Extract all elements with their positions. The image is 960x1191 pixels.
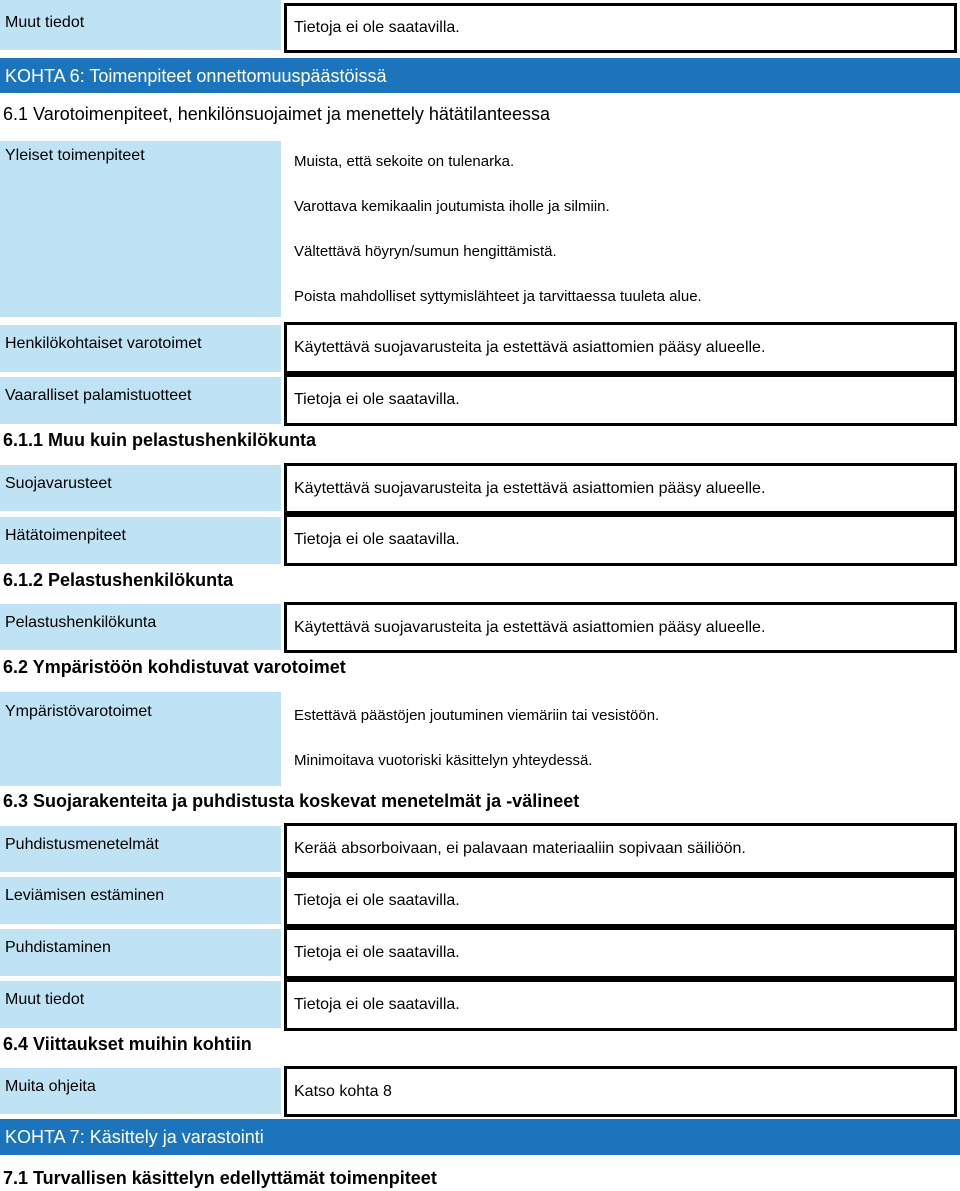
label-henkilokohtaiset-varotoimet: Henkilökohtaiset varotoimet	[0, 325, 281, 372]
value-vaaralliset-palamistuotteet: Tietoja ei ole saatavilla.	[284, 374, 957, 426]
heading-6-1-2: 6.1.2 Pelastushenkilökunta	[3, 570, 234, 590]
label-vaaralliset-palamistuotteet: Vaaralliset palamistuotteet	[0, 377, 281, 424]
text-ymparisto-line-1: Estettävä päästöjen joutuminen viemäriin tai vesistöön.	[294, 707, 660, 724]
text-ymparisto-line-2: Minimoitava vuotoriski käsittelyn yhteydessä.	[294, 752, 593, 769]
label-ymparistovarotoimet: Ympäristövarotoimet	[0, 692, 281, 786]
value-puhdistaminen: Tietoja ei ole saatavilla.	[284, 927, 957, 979]
label-muita-ohjeita: Muita ohjeita	[0, 1068, 281, 1114]
section-band-kohta-7: KOHTA 7: Käsittely ja varastointi	[0, 1119, 960, 1155]
value-henkilokohtaiset-varotoimet: Käytettävä suojavarusteita ja estettävä asiattomien pääsy alueelle.	[284, 322, 957, 374]
heading-6-1: 6.1 Varotoimenpiteet, henkilönsuojaimet ja menettely hätätilanteessa	[3, 104, 550, 124]
heading-7-1: 7.1 Turvallisen käsittelyn edellyttämät toimenpiteet	[3, 1168, 437, 1188]
value-muut-tiedot-top: Tietoja ei ole saatavilla.	[284, 3, 957, 53]
label-hatatoimenpiteet: Hätätoimenpiteet	[0, 517, 281, 564]
heading-6-2: 6.2 Ympäristöön kohdistuvat varotoimet	[3, 657, 346, 677]
text-yleiset-line-4: Poista mahdolliset syttymislähteet ja tarvittaessa tuuleta alue.	[294, 288, 702, 305]
value-suojavarusteet: Käytettävä suojavarusteita ja estettävä asiattomien pääsy alueelle.	[284, 463, 957, 514]
text-yleiset-line-3: Vältettävä höyryn/sumun hengittämistä.	[294, 243, 557, 260]
value-pelastushenkilokunta: Käytettävä suojavarusteita ja estettävä asiattomien pääsy alueelle.	[284, 602, 957, 653]
text-yleiset-line-2: Varottava kemikaalin joutumista iholle ja silmiin.	[294, 198, 610, 215]
value-puhdistusmenetelmat: Kerää absorboivaan, ei palavaan materiaaliin sopivaan säiliöön.	[284, 823, 957, 875]
label-muut-tiedot-top: Muut tiedot	[0, 0, 281, 50]
heading-6-3: 6.3 Suojarakenteita ja puhdistusta koskevat menetelmät ja -välineet	[3, 791, 580, 811]
value-muut-tiedot: Tietoja ei ole saatavilla.	[284, 979, 957, 1031]
label-puhdistaminen: Puhdistaminen	[0, 929, 281, 976]
text-yleiset-line-1: Muista, että sekoite on tulenarka.	[294, 153, 515, 170]
label-puhdistusmenetelmat: Puhdistusmenetelmät	[0, 826, 281, 872]
label-leviamisen-estaminen: Leviämisen estäminen	[0, 877, 281, 924]
label-suojavarusteet: Suojavarusteet	[0, 465, 281, 511]
value-leviamisen-estaminen: Tietoja ei ole saatavilla.	[284, 875, 957, 927]
label-muut-tiedot: Muut tiedot	[0, 981, 281, 1028]
value-muita-ohjeita: Katso kohta 8	[284, 1066, 957, 1117]
label-pelastushenkilokunta: Pelastushenkilökunta	[0, 604, 281, 650]
value-hatatoimenpiteet: Tietoja ei ole saatavilla.	[284, 514, 957, 566]
heading-6-4: 6.4 Viittaukset muihin kohtiin	[3, 1034, 252, 1054]
section-band-kohta-6: KOHTA 6: Toimenpiteet onnettomuuspäästöissä	[0, 58, 960, 93]
label-yleiset-toimenpiteet: Yleiset toimenpiteet	[0, 141, 281, 317]
heading-6-1-1: 6.1.1 Muu kuin pelastushenkilökunta	[3, 430, 317, 450]
